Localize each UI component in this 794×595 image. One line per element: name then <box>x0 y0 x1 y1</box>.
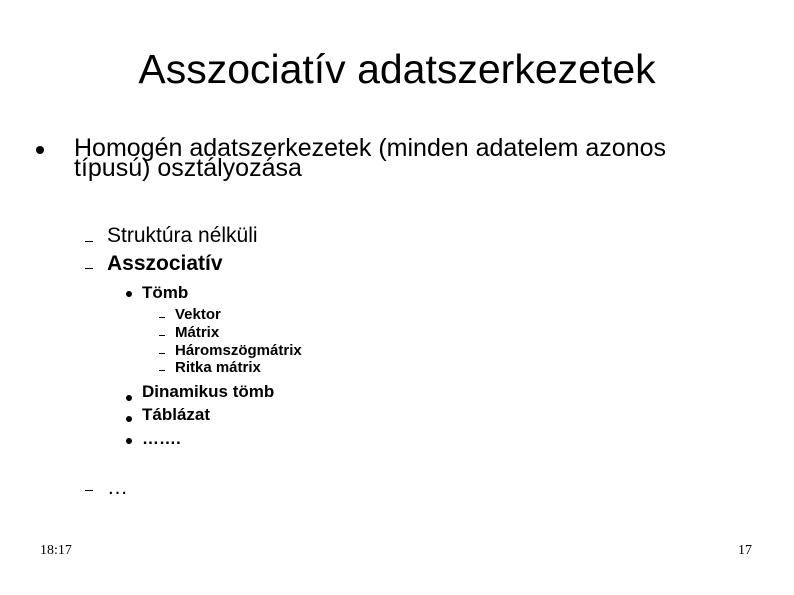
dash-icon <box>159 335 165 336</box>
bullet-dot-icon <box>126 438 132 444</box>
dash-icon <box>159 370 165 371</box>
slide-title: Asszociatív adatszerkezetek <box>138 46 656 92</box>
level3-item-tomb: Tömb <box>142 283 189 302</box>
bullet-dot-icon <box>126 395 132 401</box>
dash-icon <box>159 317 165 318</box>
dash-icon <box>85 268 93 269</box>
footer-time: 18:17 <box>40 543 72 558</box>
dash-icon <box>159 353 165 354</box>
level2-item-asszociativ: Asszociatív <box>107 252 223 275</box>
level3-item-dinamikus-tomb: Dinamikus tömb <box>142 382 275 401</box>
level1-line2: típusú) osztályozása <box>74 154 302 182</box>
level4-item-ritka-matrix: Ritka mátrix <box>175 359 261 376</box>
level2-item-ellipsis: … <box>107 476 128 499</box>
bullet-dot-icon <box>36 146 44 154</box>
level3-item-ellipsis: ……. <box>142 429 181 448</box>
level4-item-matrix: Mátrix <box>175 324 220 341</box>
dash-icon <box>85 490 93 491</box>
level2-item-struktura: Struktúra nélküli <box>107 224 258 247</box>
dash-icon <box>85 241 93 242</box>
level1-line1: Homogén adatszerkezetek (minden adatelem azonos <box>74 134 667 162</box>
level3-item-tablazat: Táblázat <box>142 405 211 424</box>
level4-item-vektor: Vektor <box>175 306 221 323</box>
level4-item-haromszogmatrix: Háromszögmátrix <box>175 342 302 359</box>
footer-page-number: 17 <box>738 543 752 558</box>
bullet-dot-icon <box>126 416 132 422</box>
bullet-dot-icon <box>126 291 132 297</box>
